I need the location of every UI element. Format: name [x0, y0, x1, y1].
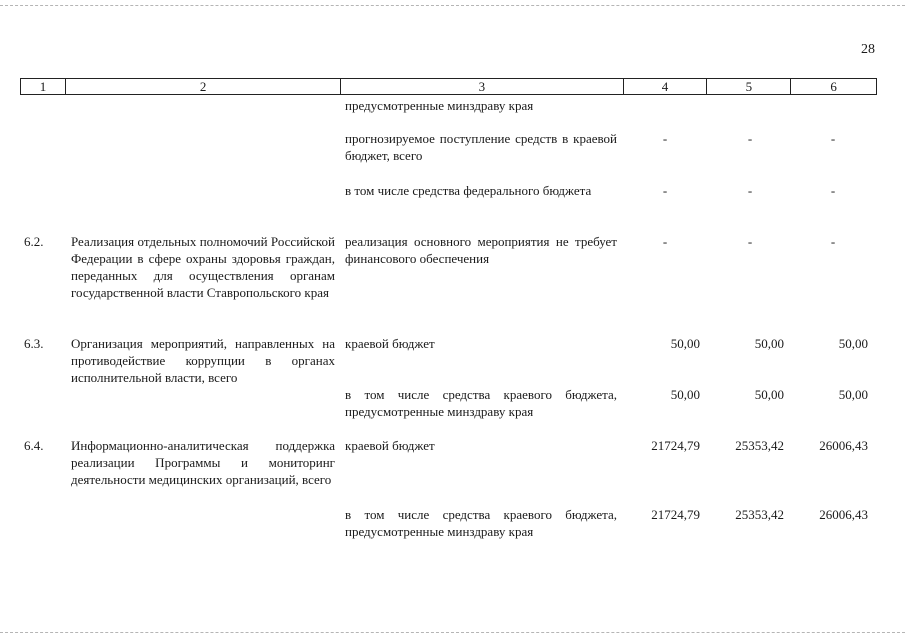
item-6-2-source-1: реализация основного мероприятия не требует финансового обеспечения: [345, 234, 617, 266]
continuation-source-3: в том числе средства федерального бюджета: [345, 183, 592, 198]
continuation-3-value-6: -: [830, 183, 836, 198]
item-6-3-source-2: в том числе средства краевого бюджета, предусмотренные минздраву края: [345, 387, 617, 419]
item-number-6-3: 6.3.: [24, 336, 44, 351]
item-6-2-value-4: -: [662, 234, 668, 249]
item-6-4-row-2-value-6: 26006,43: [819, 507, 868, 522]
item-6-3-row-2-value-6: 50,00: [838, 387, 868, 402]
continuation-3-value-4: -: [662, 183, 668, 198]
item-6-3-row-1-value-4: 50,00: [670, 336, 700, 351]
item-6-2-value-5: -: [747, 234, 753, 249]
table-column-header: [20, 78, 877, 95]
scan-edge-bottom: [0, 632, 905, 633]
item-6-4-row-1-value-4: 21724,79: [651, 438, 700, 453]
item-6-4-source-1: краевой бюджет: [345, 438, 435, 453]
continuation-source-2: прогнозируемое поступление средств в краевой бюджет, всего: [345, 131, 617, 163]
scan-edge-top: [0, 5, 905, 6]
item-6-4-source-2: в том числе средства краевого бюджета, предусмотренные минздраву края: [345, 507, 617, 539]
column-number-3: 3: [341, 79, 623, 94]
column-number-6: 6: [830, 79, 837, 94]
item-number-6-4: 6.4.: [24, 438, 44, 453]
column-number-5: 5: [707, 79, 791, 94]
item-name-6-2: Реализация отдельных полномочий Российской Федерации в сфере охраны здоровья граждан, переданных для осуществления органам государственной власти Ставропольского края: [71, 234, 335, 300]
item-6-3-row-1-value-5: 50,00: [754, 336, 784, 351]
continuation-source-1: предусмотренные минздраву края: [345, 98, 534, 113]
item-6-4-row-2-value-5: 25353,42: [735, 507, 784, 522]
column-number-4: 4: [624, 79, 708, 94]
item-6-4-row-1-value-5: 25353,42: [735, 438, 784, 453]
continuation-2-value-5: -: [747, 131, 753, 146]
column-number-2: 2: [66, 79, 341, 94]
item-6-2-value-6: -: [830, 234, 836, 249]
continuation-2-value-4: -: [662, 131, 668, 146]
item-6-4-row-2-value-4: 21724,79: [651, 507, 700, 522]
item-6-3-row-2-value-4: 50,00: [670, 387, 700, 402]
continuation-3-value-5: -: [747, 183, 753, 198]
item-6-3-source-1: краевой бюджет: [345, 336, 435, 351]
item-6-3-row-2-value-5: 50,00: [754, 387, 784, 402]
item-number-6-2: 6.2.: [24, 234, 44, 249]
item-6-4-row-1-value-6: 26006,43: [819, 438, 868, 453]
column-number-1: 1: [21, 79, 66, 94]
item-6-3-row-1-value-6: 50,00: [838, 336, 868, 351]
item-name-6-4: Информационно-аналитическая поддержка реализации Программы и мониторинг деятельности медицинских организаций, всего: [71, 438, 335, 487]
item-name-6-3: Организация мероприятий, направленных на противодействие коррупции в органах исполнительной власти, всего: [71, 336, 335, 385]
continuation-2-value-6: -: [830, 131, 836, 146]
page-number: 28: [861, 42, 875, 57]
